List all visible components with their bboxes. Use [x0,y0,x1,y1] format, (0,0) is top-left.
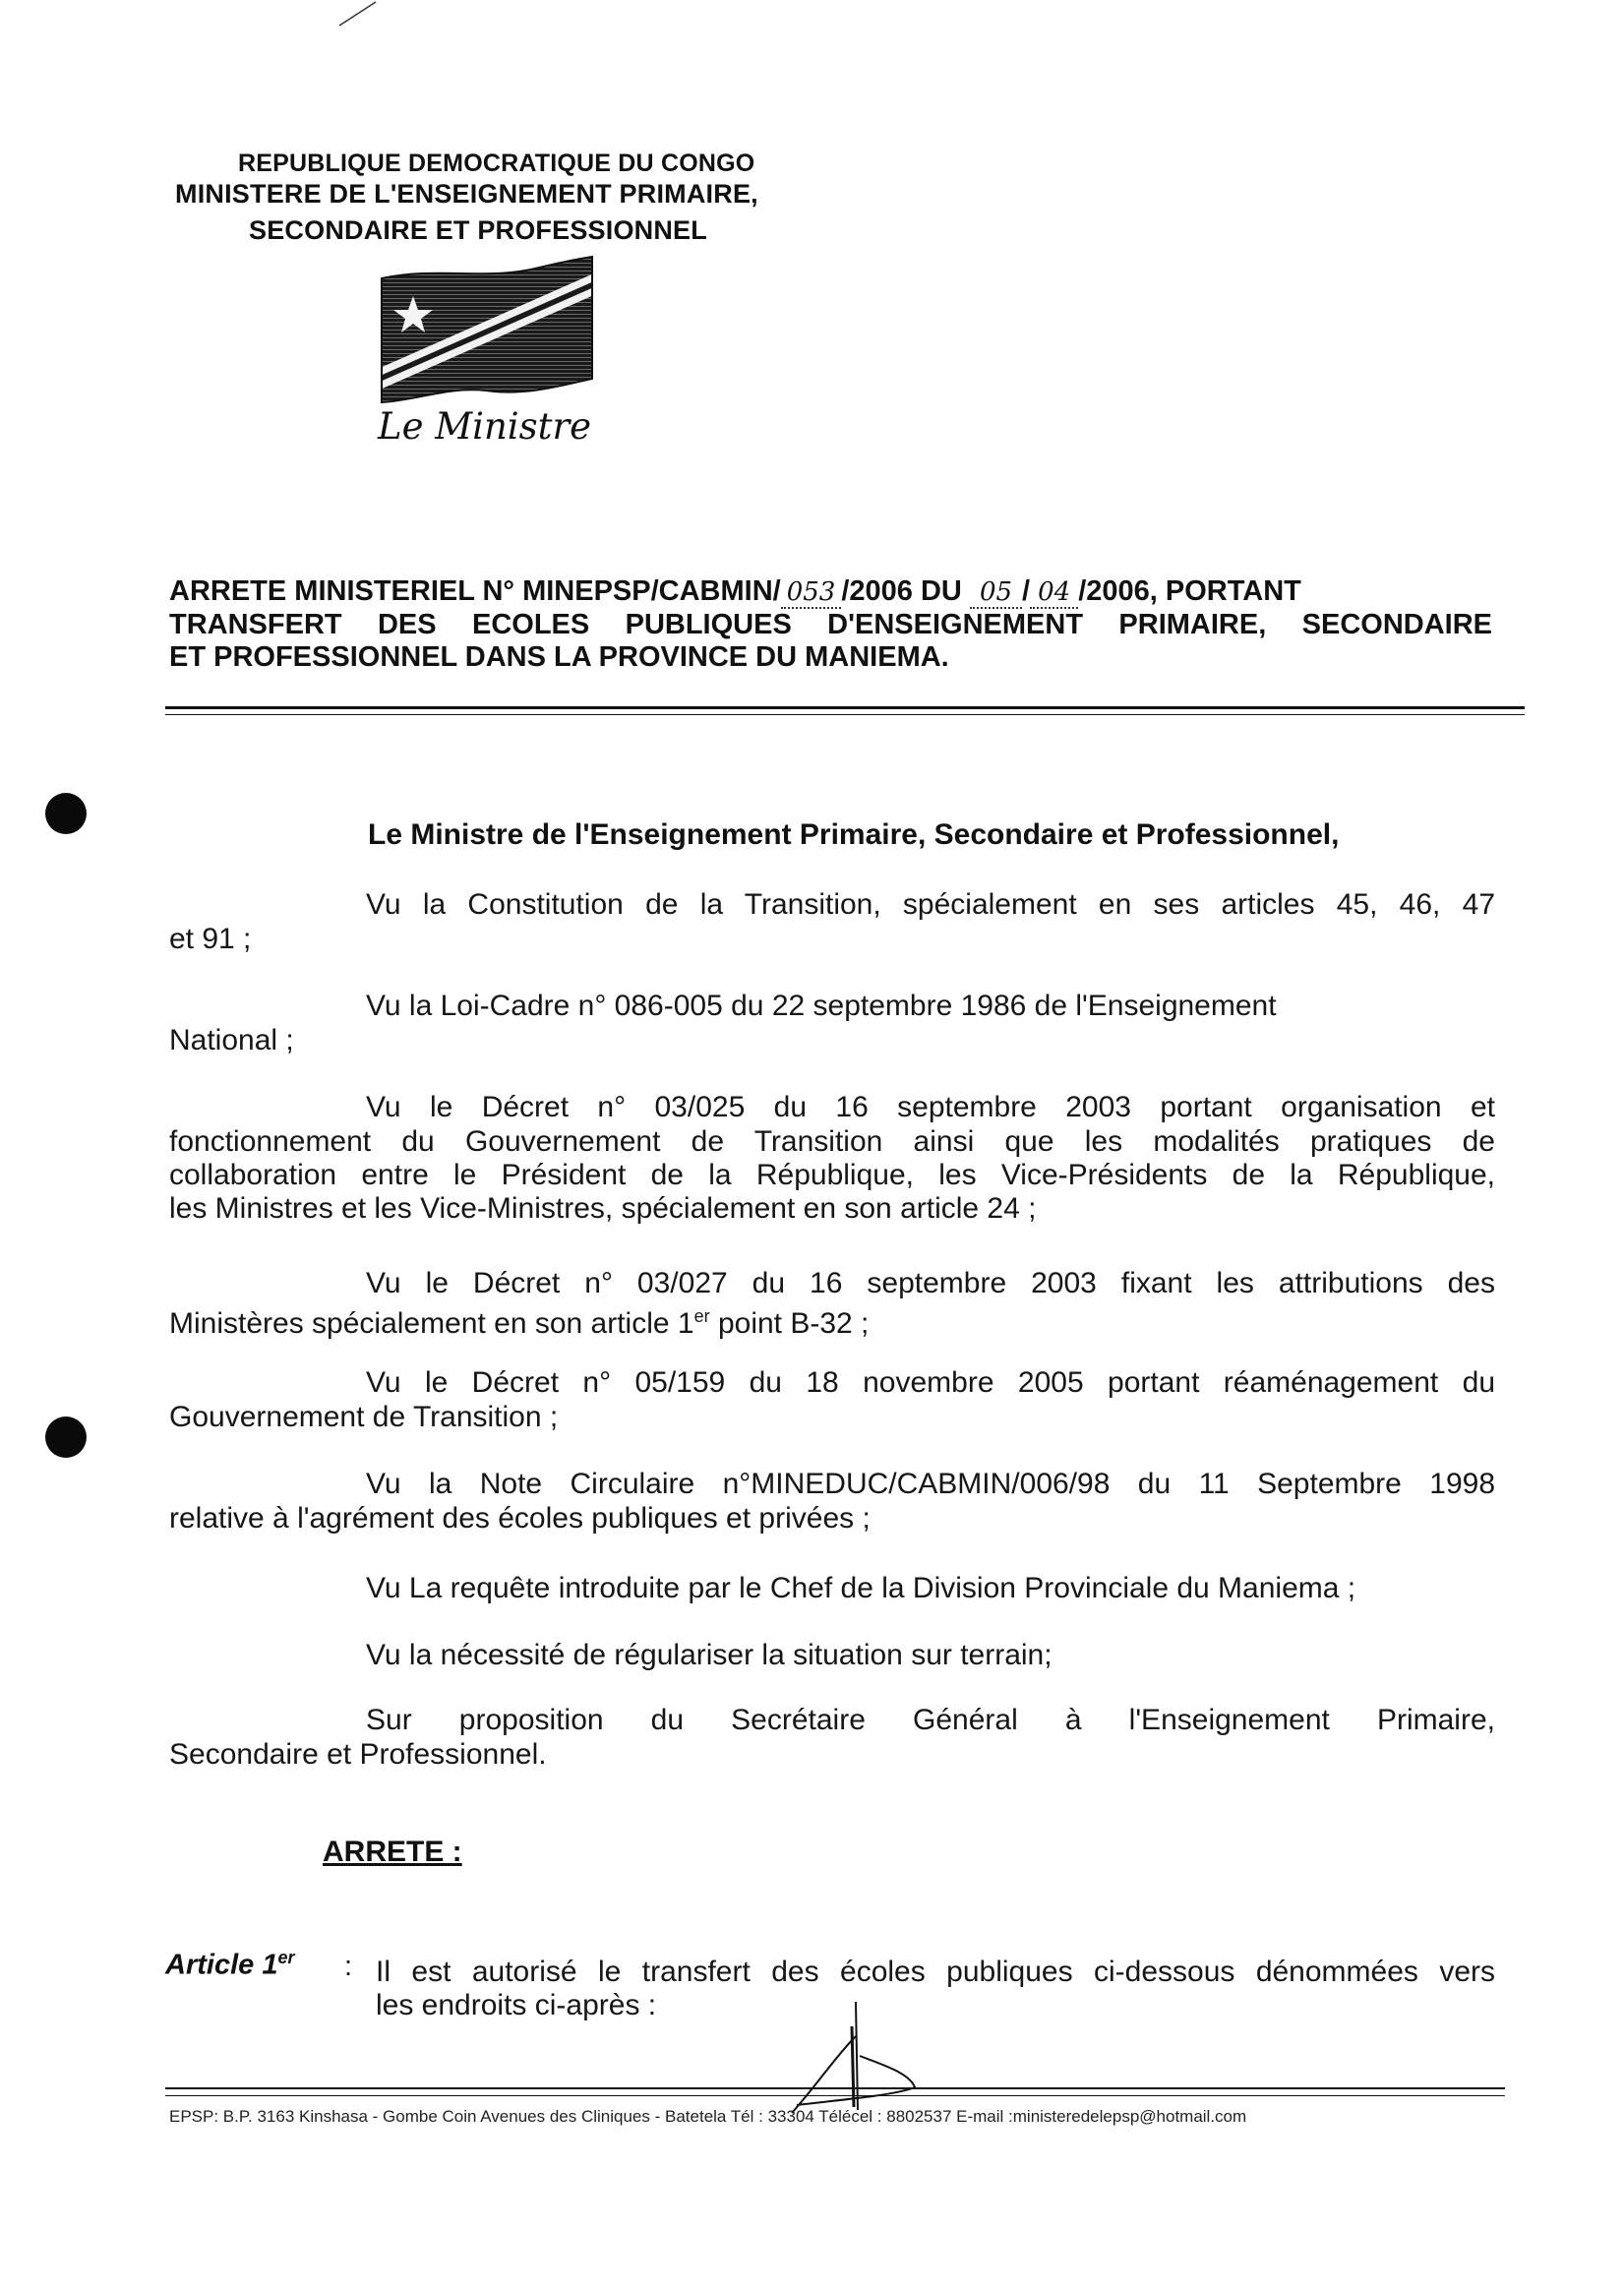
arrete-heading: ARRETE : [323,1836,462,1868]
decree-title-line3: ET PROFESSIONNEL DANS LA PROVINCE DU MANIEMA. [169,641,949,673]
considerant-decret-03-025: Vu le Décret n° 03/025 du 16 septembre 2003 portant organisation et [366,1091,1495,1123]
handwritten-number: 053 [781,577,842,609]
flag-emblem-icon [378,253,596,405]
header-republic: REPUBLIQUE DEMOCRATIQUE DU CONGO [238,150,755,177]
considerant-decret-03-025-cont: collaboration entre le Président de la République, les Vice-Présidents de la République, [169,1159,1495,1191]
considerant-loi-cadre-cont: National ; [169,1024,294,1056]
article-label: Article 1er [165,1948,295,1981]
header-ministry-cont: SECONDAIRE ET PROFESSIONNEL [249,215,707,245]
initials-signature [777,1997,934,2115]
considerant-decret-03-027: Vu le Décret n° 03/027 du 16 septembre 2003 fixant les attributions des [366,1267,1495,1299]
article-text-cont: les endroits ci-après : [376,1989,657,2021]
minister-heading: Le Ministre de l'Enseignement Primaire, Secondaire et Professionnel, [368,818,1340,851]
footer-rule-second [165,2095,1505,2096]
considerant-decret-03-025-cont: fonctionnement du Gouvernement de Transition ainsi que les modalités pratiques de [169,1125,1495,1158]
footer-rule [165,2087,1505,2089]
decree-title-line1: ARRETE MINISTERIEL N° MINEPSP/CABMIN/ 053 /2006 DU 05 / 04 /2006, PORTANT [169,575,1301,607]
header-ministry: MINISTERE DE L'ENSEIGNEMENT PRIMAIRE, [175,179,758,209]
considerant-necessite: Vu la nécessité de régulariser la situation sur terrain; [366,1639,1053,1671]
considerant-decret-05-159-cont: Gouvernement de Transition ; [169,1401,559,1433]
decree-title-line2: TRANSFERT DES ECOLES PUBLIQUES D'ENSEIGNEMENT PRIMAIRE, SECONDAIRE [169,609,1492,640]
scan-mark [334,0,384,30]
handwritten-day: 05 [970,577,1022,609]
considerant-requete: Vu La requête introduite par le Chef de la Division Provinciale du Maniema ; [366,1572,1356,1604]
punch-hole [45,1416,87,1458]
article-colon: : [344,1951,353,1982]
considerant-constitution: Vu la Constitution de la Transition, spécialement en ses articles 45, 46, 47 [366,888,1495,921]
considerant-decret-03-027-cont: Ministères spécialement en son article 1er point B-32 ; [169,1306,870,1340]
title-rule [165,706,1525,709]
punch-hole [45,793,87,834]
title-rule-second [165,714,1525,715]
handwritten-month: 04 [1030,577,1078,609]
considerant-loi-cadre: Vu la Loi-Cadre n° 086-005 du 22 septembre 1986 de l'Enseignement [366,990,1277,1022]
article-text: Il est autorisé le transfert des écoles publiques ci-dessous dénommées vers [376,1956,1495,1988]
decree-title [169,575,1492,674]
considerant-note-circulaire-cont: relative à l'agrément des écoles publiques et privées ; [169,1502,871,1535]
considerant-proposition-cont: Secondaire et Professionnel. [169,1738,547,1771]
considerant-proposition: Sur proposition du Secrétaire Général à l'Enseignement Primaire, [366,1704,1495,1736]
emblem-caption: Le Ministre [378,405,592,448]
considerant-decret-03-025-cont: les Ministres et les Vice-Ministres, spécialement en son article 24 ; [169,1192,1037,1225]
footer-contact: EPSP: B.P. 3163 Kinshasa - Gombe Coin Avenues des Cliniques - Batetela Tél : 33304 Télécel : 8802537 E-mail :ministeredelepsp@hotmail.com [169,2107,1247,2126]
considerant-decret-05-159: Vu le Décret n° 05/159 du 18 novembre 2005 portant réaménagement du [366,1366,1495,1399]
considerant-note-circulaire: Vu la Note Circulaire n°MINEDUC/CABMIN/006/98 du 11 Septembre 1998 [366,1468,1495,1500]
considerant-constitution-cont: et 91 ; [169,923,252,955]
